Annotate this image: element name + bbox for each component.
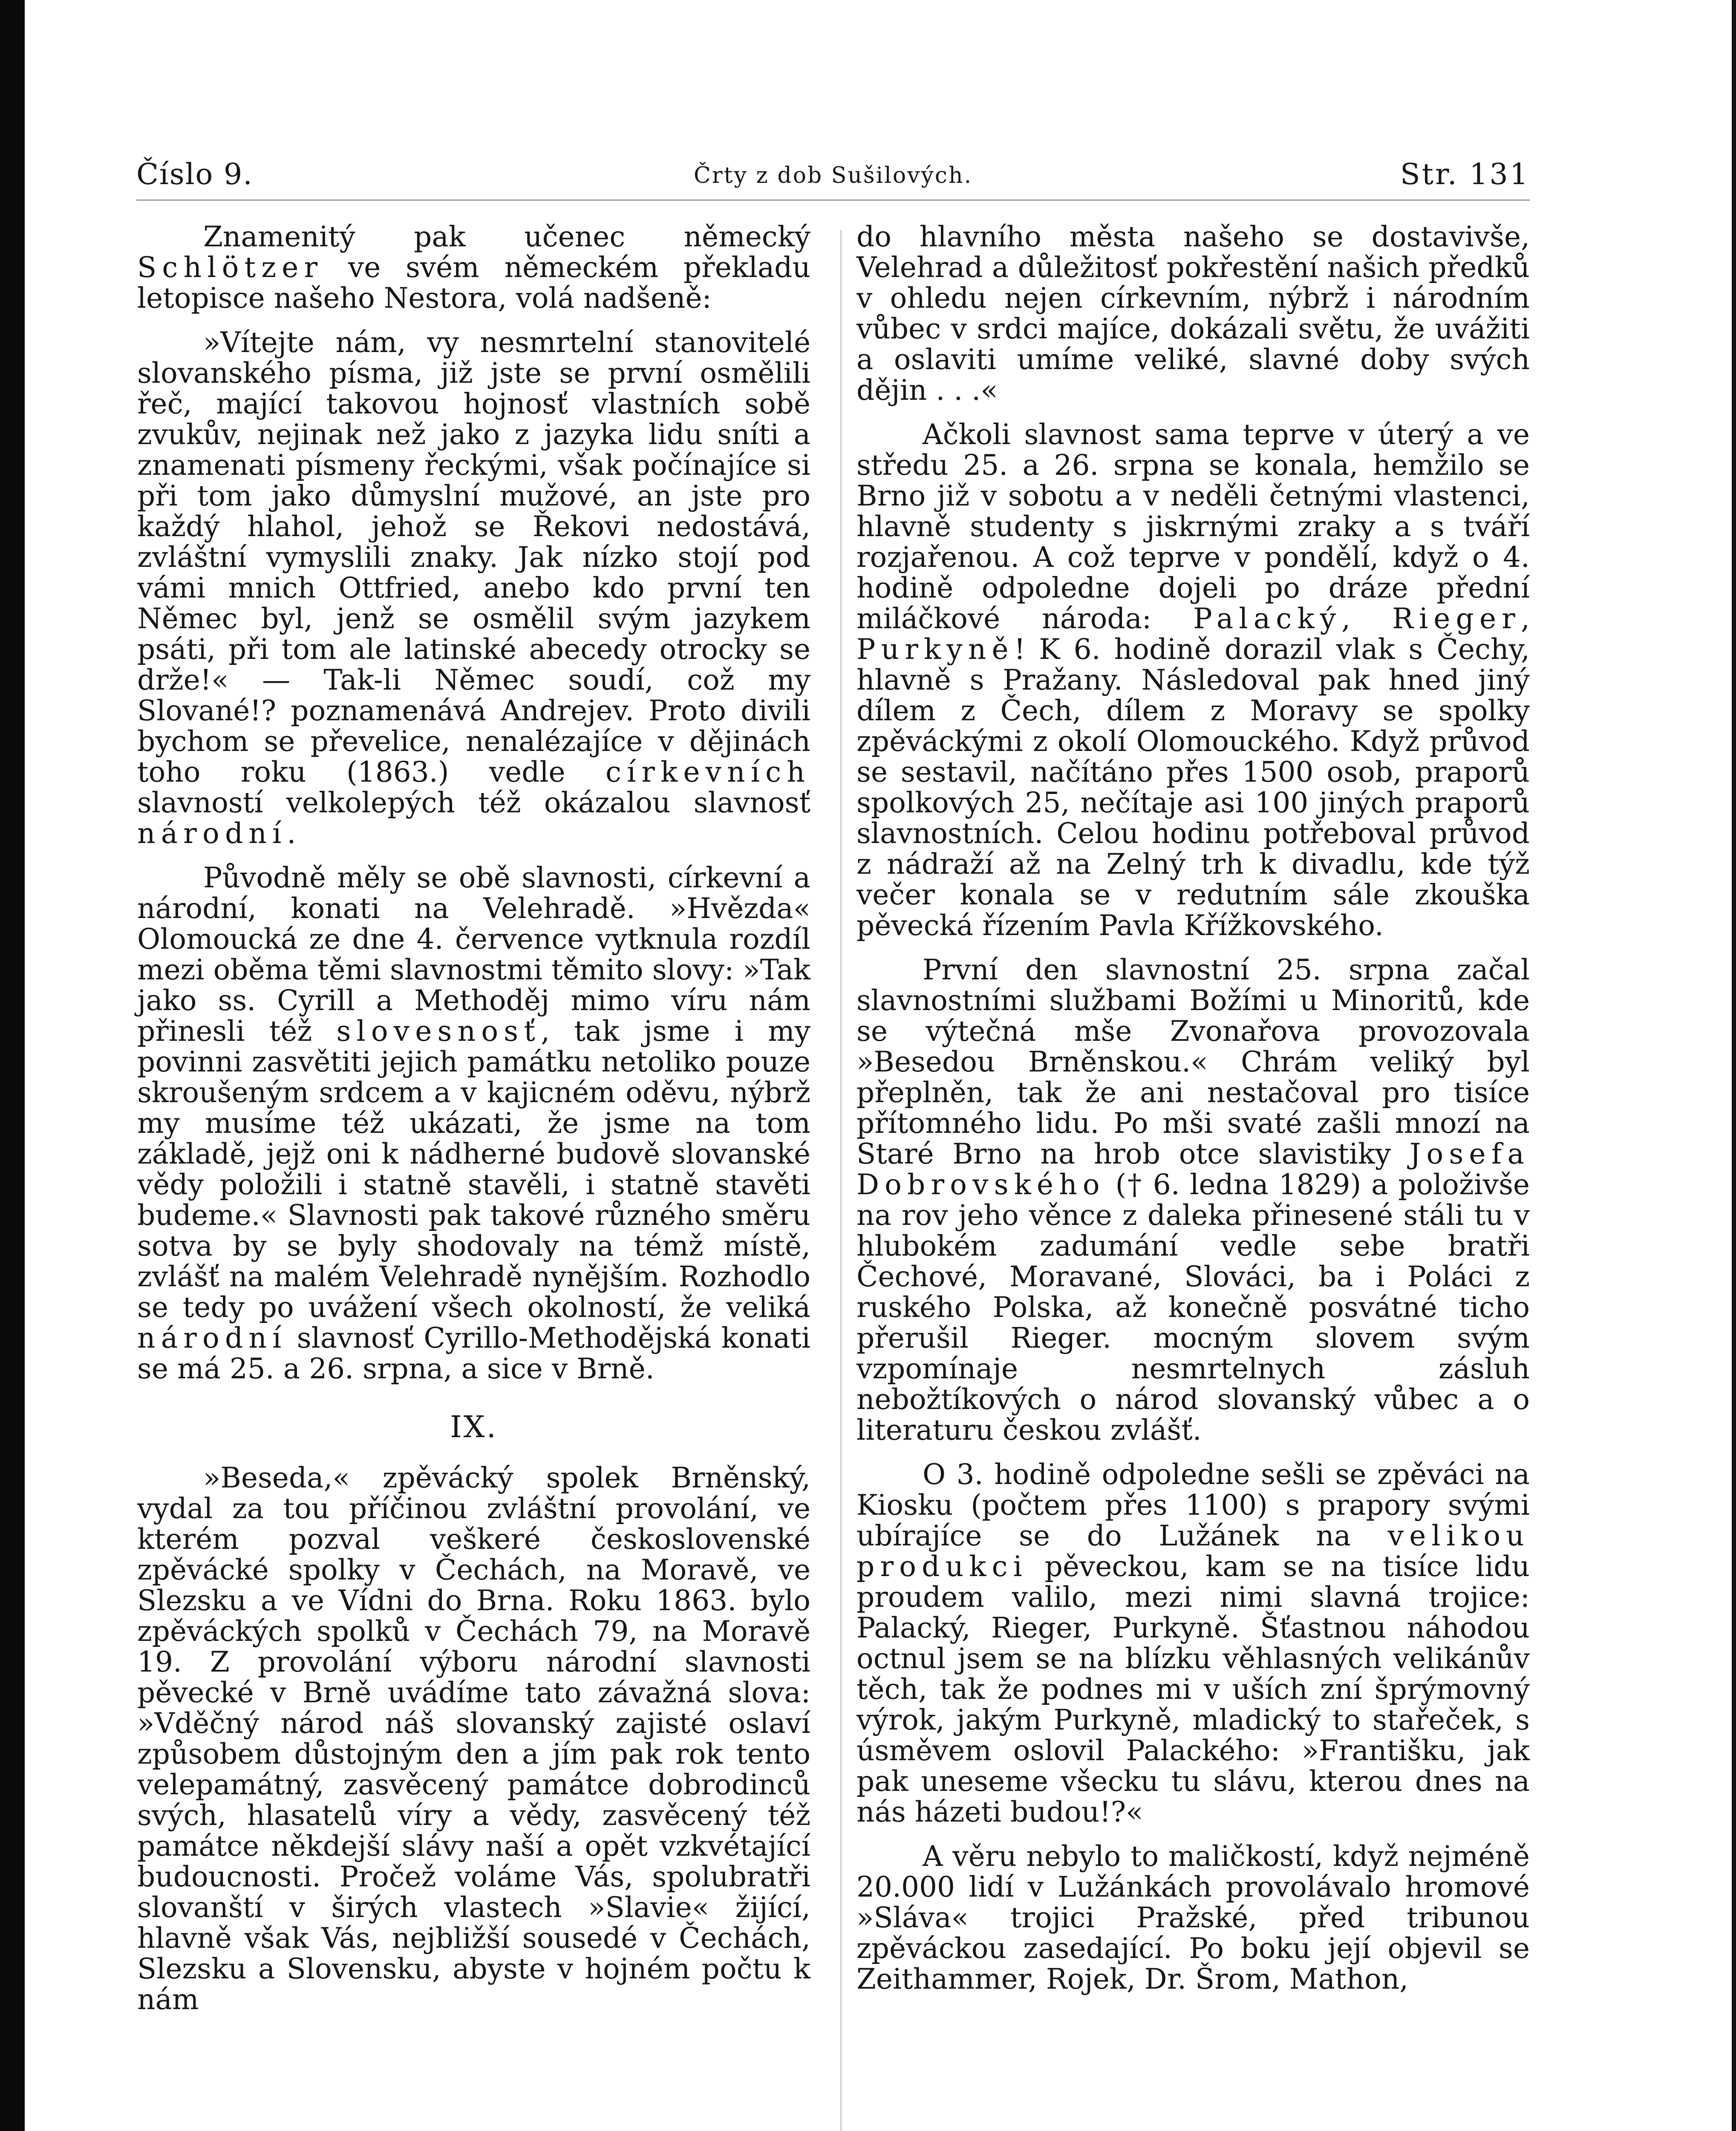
scan-border-right <box>1732 0 1736 2131</box>
column-divider <box>840 230 842 2131</box>
text-run: První den slavnostní 25. srpna začal slavnostními službami Božími u Minoritů, kde se výtečná mše Zvonařova provozovala »Besedou Brněnskou.« Chrám veliký byl přeplněn, tak že ani nestačoval pro tisíce přítomného lidu. Po mši svaté zašli mnozí na Staré Brno na hrob otce slavistiky <box>856 953 1530 1170</box>
running-title: Črty z dob Sušilových. <box>693 163 973 188</box>
paragraph <box>856 1459 1530 1828</box>
text-run: , <box>1521 602 1530 635</box>
text-run: O 3. hodině odpoledne sešli se zpěváci na Kiosku (počtem přes 1100) s prapory svými ubírajíce se do Lužánek na <box>856 1458 1530 1552</box>
paragraph <box>137 863 810 1384</box>
spaced-emphasis: církevních <box>605 756 810 788</box>
text-run: ! K 6. hodině dorazil vlak s Čechy, hlavně s Pražany. Následoval pak hned jiný dílem z Čech, dílem z Moravy se spolky zpěváckými z okolí Olomouckého. Když průvod se sestavil, načítáno přes 1500 osob, praporů spolkových 25, nečítaje asi 100 jiných praporů slavnostních. Celou hodinu potřeboval průvod z nádraží až na Zelný trh k divadlu, kde týž večer konala se v redutním sále zkouška pěvecká řízením Pavla Křížkovského. <box>856 633 1530 942</box>
text-run: »Vítejte nám, vy nesmrtelní stanovitelé slovanského písma, již jste se první osmělili řeč, mající takovou hojnosť vlastních sobě zvukův, nejinak než jako z jazyka lidu sníti a znamenati písmeny řeckými, však počínajíce si při tom jako důmyslní mužové, an jste pro každý hlahol, jehož se Řekovi nedostává, zvláštní vymyslili znaky. Jak nízko stojí pod vámi mnich Ottfried, anebo kdo první ten Němec byl, jenž se osmělil svým jazykem psáti, při tom ale latinské abecedy otrocky se drže!« — Tak-li Němec soudí, což my Slované!? poznamenává Andrejev. Proto divili bychom se převelice, nenalézajíce v dějinách toho roku (1863.) vedle <box>137 326 810 788</box>
paragraph <box>137 327 810 849</box>
spaced-emphasis: Schlötzer <box>137 251 323 284</box>
spaced-emphasis: Palacký <box>1193 602 1342 635</box>
header-rule <box>136 199 1530 201</box>
page-number: Str. 131 <box>1400 158 1530 191</box>
spaced-emphasis: slovesnosť <box>336 1015 541 1048</box>
spaced-emphasis: Josefa Dobrovského <box>856 1138 1530 1201</box>
left-column <box>137 222 810 2015</box>
spaced-emphasis: národní <box>137 1322 287 1354</box>
spaced-emphasis: národní <box>137 817 287 850</box>
scan-border-left <box>0 0 25 2131</box>
paragraph <box>856 222 1530 406</box>
section-heading: IX. <box>450 1409 498 1444</box>
spaced-emphasis: velikou produkci <box>856 1519 1530 1583</box>
text-run: slavnosť Cyrillo-Methodějská konati se má 25. a 26. srpna, a sice v Brně. <box>137 1322 810 1385</box>
paragraph <box>856 955 1530 1446</box>
paragraph <box>856 1841 1530 1995</box>
spaced-emphasis: Purkyně <box>856 633 1014 666</box>
text-run: slavností velkolepých též okázalou slavnosť <box>137 786 810 819</box>
paragraph <box>137 1463 810 2015</box>
text-run: »Beseda,« zpěvácký spolek Brněnský, vydal za tou příčinou zvláštní provolání, ve kterém pozval veškeré československé zpěvácké spolky v Čechách, na Moravě, ve Slezsku a ve Vídni do Brna. Roku 1863. bylo zpěváckých spolků v Čechách 79, na Moravě 19. Z provolání výboru národní slavnosti pěvecké v Brně uvádíme tato závažná slova: »Vděčný národ náš slovanský zajisté oslaví způsobem důstojným den a jím pak rok tento velepamátný, zasvěcený památce dobrodinců svých, hlasatelů víry a vědy, zasvěcený též památce někdejší slávy naší a opět vzkvétající budoucnosti. Pročež voláme Vás, spolubratři slovanští v širých vlastech »Slavie« žijící, hlavně však Vás, nejbližší sousedé v Čechách, Slezsku a Slovensku, abyste v hojném počtu k nám <box>137 1461 810 2016</box>
text-run: Znamenitý pak učenec německý <box>203 220 810 253</box>
spaced-emphasis: Rieger <box>1392 602 1521 635</box>
right-column <box>856 222 1530 1995</box>
text-run: ve svém německém překladu letopisce našeho Nestora, volá nadšeně: <box>137 251 810 315</box>
text-run: , <box>1341 602 1393 635</box>
text-run: , tak jsme i my povinni zasvětiti jejich památku netoliko pouze skroušeným srdcem a v kajicném oděvu, nýbrž my musíme též ukázati, že jsme na tom základě, jejž oni k nádherné budově slovanské vědy položili i statně stavěli, i statně stavěti budeme.« Slavnosti pak takové různého směru sotva by se byly shodovaly na témž místě, zvlášť na malém Velehradě nynějším. Rozhodlo se tedy po uvážení všech okolností, že veliká <box>137 1015 810 1324</box>
paragraph <box>137 222 810 314</box>
text-run: A věru nebylo to maličkostí, když nejméně 20.000 lidí v Lužánkách provolávalo hromové »Sláva« trojici Pražské, před tribunou zpěváckou zasedající. Po boku její objevil se Zeithammer, Rojek, Dr. Šrom, Mathon, <box>856 1840 1530 1995</box>
page-header <box>136 153 1530 205</box>
issue-number: Číslo 9. <box>136 158 253 191</box>
text-run: († 6. ledna 1829) a položivše na rov jeho věnce z daleka přinesené stáli tu v hlubokém zadumání vedle sebe bratři Čechové, Moravané, Slováci, ba i Poláci z ruského Polska, až konečně posvátné ticho přerušil Rieger. mocným slovem svým vzpomínaje nesmrtelnych zásluh nebožtíkových o národ slovanský vůbec a o literaturu českou zvlášť. <box>856 1168 1530 1447</box>
text-run: Ačkoli slavnost sama teprve v úterý a ve středu 25. a 26. srpna se konala, hemžilo se Brno již v sobotu a v neděli četnými vlastenci, hlavně studenty s jiskrnými zraky a s tváří rozjařenou. A což teprve v pondělí, když o 4. hodině odpoledne dojeli po dráze přední miláčkové národa: <box>856 418 1530 635</box>
text-run: . <box>287 817 296 850</box>
text-run: Původně měly se obě slavnosti, církevní a národní, konati na Velehradě. »Hvězda« Olomoucká ze dne 4. července vytknula rozdíl mezi oběma těmi slavnostmi těmito slovy: »Tak jako ss. Cyrill a Methoděj mimo víru nám přinesli též <box>137 861 810 1048</box>
text-run: pěveckou, kam se na tisíce lidu proudem valilo, mezi nimi slavná trojice: Palacký, Rieger, Purkyně. Šťastnou náhodou octnul jsem se na blízku věhlasných velikánův těch, tak že podnes mi v uších zní šprýmovný výrok, jakým Purkyně, mladický to stařeček, s úsměvem oslovil Palackého: »Františku, jak pak uneseme všecku tu slávu, kterou dnes na nás házeti budou!?« <box>856 1550 1530 1828</box>
text-run: do hlavního města našeho se dostavivše, Velehrad a důležitosť pokřestění našich předků v ohledu nejen církevním, nýbrž i národním vůbec v srdci majíce, dokázali světu, že uvážiti a oslaviti umíme veliké, slavné doby svých dějin . . .« <box>856 220 1530 407</box>
paragraph <box>856 419 1530 941</box>
